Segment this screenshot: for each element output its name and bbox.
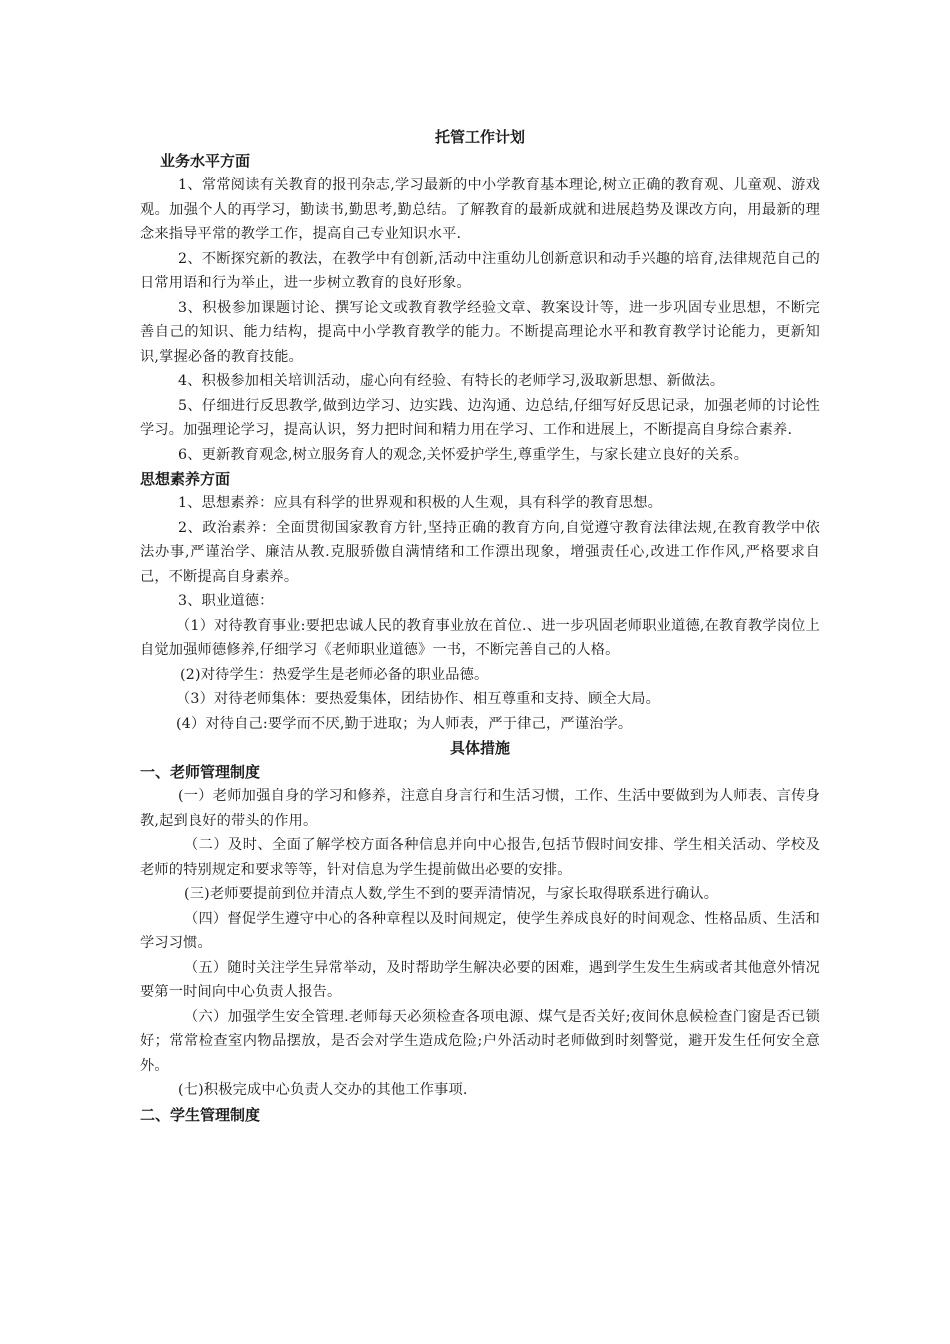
paragraph: （六）加强学生安全管理.老师每天必须检查各项电源、煤气是否关好;夜间休息候检查门窗是否已锁好；常常检查室内物品摆放，是否会对学生造成危险;户外活动时老师做到时刻警觉，避开发生任何安全意外。 [140, 1008, 820, 1074]
paragraph: （1）对待教育事业:要把忠诚人民的教育事业放在首位.、进一步巩固老师职业道德,在教育教学岗位上自觉加强师德修养,仔细学习《老师职业道德》一书，不断完善自己的人格。 [140, 617, 820, 658]
paragraph: (4）对待自己:要学而不厌,勤于进取；为人师表，严于律己，严谨治学。 [176, 715, 633, 732]
paragraph: （3）对待老师集体：要热爱集体，团结协作、相互尊重和支持、顾全大局。 [176, 691, 661, 707]
paragraph: 1、常常阅读有关教育的报刊杂志,学习最新的中小学教育基本理论,树立正确的教育观、儿童观、游戏观。加强个人的再学习，勤读书,勤思考,勤总结。了解教育的最新成就和进展趋势及课改方向，用最新的理念来指导平常的教学工作，提高自己专业知识水平. [140, 177, 820, 242]
paragraph: 3、积极参加课题讨论、撰写论文或教育教学经验文章、教案设计等，进一步巩固专业思想，不断完善自己的知识、能力结构，提高中小学教育教学的能力。不断提高理论水平和教育教学讨论能力，更新知识,掌握必备的教育技能。 [140, 299, 820, 365]
measures-title: 具体措施 [449, 739, 510, 757]
section-heading-business: 业务水平方面 [160, 152, 251, 170]
paragraph: 5、仔细进行反思教学,做到边学习、边实践、边沟通、边总结,仔细写好反思记录，加强老师的讨论性学习。加强理论学习，提高认识，努力把时间和精力用在学习、工作和进展上，不断提高自身综合素养. [140, 397, 820, 438]
document-body [140, 125, 820, 1127]
paragraph: (一）老师加强自身的学习和修养，注意自身言行和生活习惯，工作、生活中要做到为人师表、言传身教,起到良好的带头的作用。 [140, 788, 820, 829]
paragraph: 1、思想素养：应具有科学的世界观和积极的人生观，具有科学的教育思想。 [178, 495, 663, 511]
paragraph: (三)老师要提前到位并清点人数,学生不到的要弄清情况，与家长取得联系进行确认。 [184, 886, 719, 902]
paragraph: (2)对待学生：热爱学生是老师必备的职业品德。 [180, 666, 489, 683]
section-heading-ideology: 思想素养方面 [140, 470, 231, 488]
paragraph: 3、职业道德： [178, 593, 274, 609]
section-heading-student-management: 二、学生管理制度 [140, 1105, 261, 1124]
paragraph: （二）及时、全面了解学校方面各种信息并向中心报告,包括节假时间安排、学生相关活动、学校及老师的特别规定和要求等等，针对信息为学生提前做出必要的安排。 [140, 837, 820, 878]
section-heading-teacher-management: 一、老师管理制度 [140, 763, 261, 781]
document-title: 托管工作计划 [434, 128, 525, 146]
paragraph: 6、更新教育观念,树立服务育人的观念,关怀爱护学生,尊重学生，与家长建立良好的关系。 [178, 446, 749, 463]
paragraph: 2、政治素养：全面贯彻国家教育方针,坚持正确的教育方向,自觉遵守教育法律法规,在教育教学中依法办事,严谨治学、廉洁从教.克服骄傲自满情绪和工作漂出现象，增强责任心,改进工作作风,严格要求自己，不断提高自身素养。 [140, 519, 820, 585]
paragraph: (七)积极完成中心负责人交办的其他工作事项. [178, 1082, 468, 1098]
paragraph: 2、不断探究新的教法，在教学中有创新,活动中注重幼儿创新意识和动手兴趣的培育,法律规范自己的日常用语和行为举止，进一步树立教育的良好形象。 [140, 250, 820, 291]
paragraph: （四）督促学生遵守中心的各种章程以及时间规定，使学生养成良好的时间观念、性格品质、生活和学习习惯。 [140, 910, 820, 951]
paragraph: 4、积极参加相关培训活动，虚心向有经验、有特长的老师学习,汲取新思想、新做法。 [178, 373, 725, 389]
paragraph: （五）随时关注学生异常举动，及时帮助学生解决必要的困难，遇到学生发生生病或者其他意外情况要第一时间向中心负责人报告。 [140, 959, 820, 1000]
